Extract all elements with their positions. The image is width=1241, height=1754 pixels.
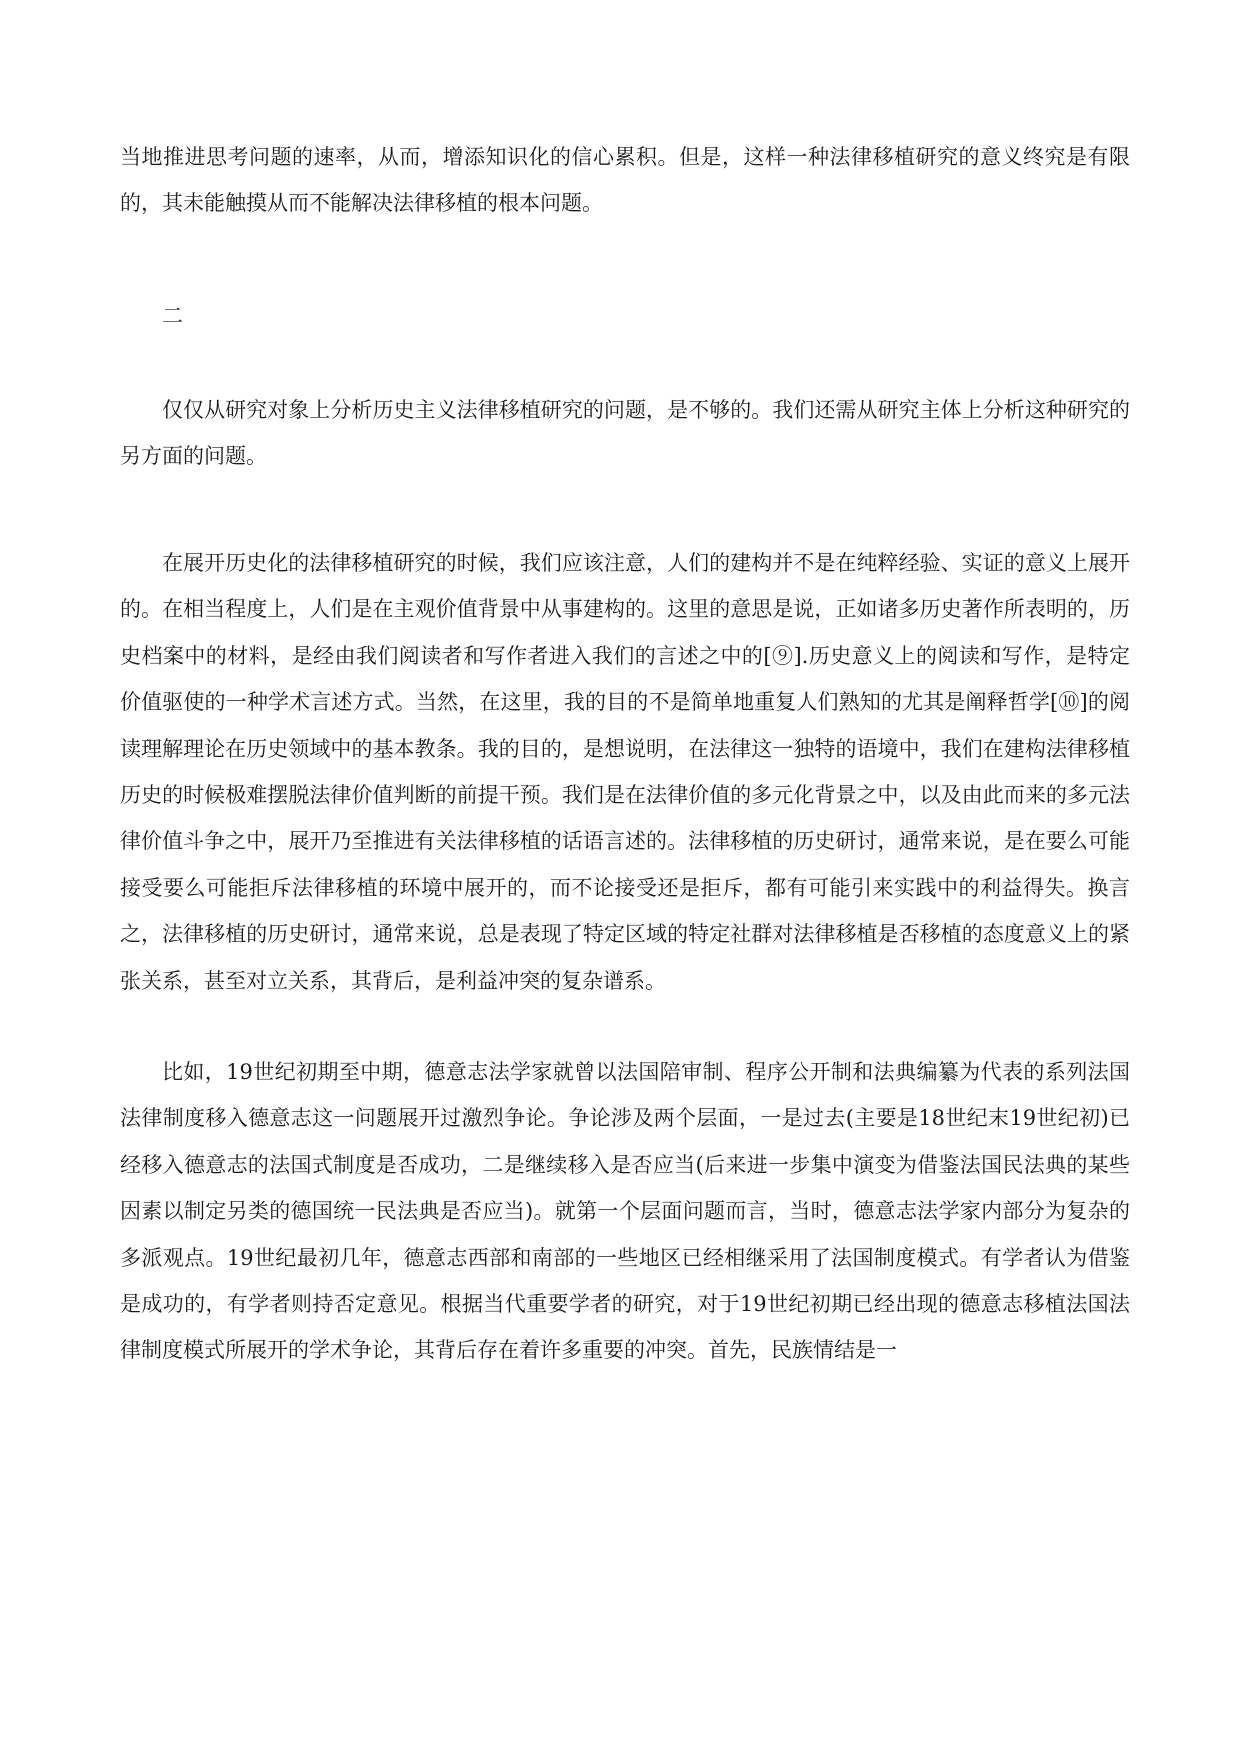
paragraph-2: [120, 540, 1130, 1004]
continuation-paragraph: [120, 134, 1130, 227]
paragraph-1: [120, 387, 1130, 480]
continuation-text: 当地推进思考问题的速率，从而，增添知识化的信心累积。但是，这样一种法律移植研究的意义终究是有限的，其未能触摸从而不能解决法律移植的根本问题。: [120, 145, 1130, 216]
paragraph-text: 比如，19世纪初期至中期，德意志法学家就曾以法国陪审制、程序公开制和法典编纂为代表的系列法国法律制度移入德意志这一问题展开过激烈争论。争论涉及两个层面，一是过去(主要是18世纪末19世纪初)已经移入德意志的法国式制度是否成功，二是继续移入是否应当(后来进一步集中演变为借鉴法国民法典的某些因素以制定另类的德国统一民法典是否应当)。就第一个层面问题而言，当时，德意志法学家内部分为复杂的多派观点。19世纪最初几年，德意志西部和南部的一些地区已经相继采用了法国制度模式。有学者认为借鉴是成功的，有学者则持否定意见。根据当代重要学者的研究，对于19世纪初期已经出现的德意志移植法国法律制度模式所展开的学术争论，其背后存在着许多重要的冲突。首先，民族情结是一: [120, 1060, 1130, 1363]
section-number-text: 二: [162, 304, 183, 328]
paragraph-text: 在展开历史化的法律移植研究的时候，我们应该注意，人们的建构并不是在纯粹经验、实证的意义上展开的。在相当程度上，人们是在主观价值背景中从事建构的。这里的意思是说，正如诸多历史著作所表明的，历史档案中的材料，是经由我们阅读者和写作者进入我们的言述之中的[⑨].历史意义上的阅读和写作，是特定价值驱使的一种学术言述方式。当然，在这里，我的目的不是简单地重复人们熟知的尤其是阐释哲学[⑩]的阅读理解理论在历史领域中的基本教条。我的目的，是想说明，在法律这一独特的语境中，我们在建构法律移植历史的时候极难摆脱法律价值判断的前提干预。我们是在法律价值的多元化背景之中，以及由此而来的多元法律价值斗争之中，展开乃至推进有关法律移植的话语言述的。法律移植的历史研讨，通常来说，是在要么可能接受要么可能拒斥法律移植的环境中展开的，而不论接受还是拒斥，都有可能引来实践中的利益得失。换言之，法律移植的历史研讨，通常来说，总是表现了特定区域的特定社群对法律移植是否移植的态度意义上的紧张关系，甚至对立关系，其背后，是利益冲突的复杂谱系。: [120, 551, 1130, 993]
paragraph-text: 仅仅从研究对象上分析历史主义法律移植研究的问题，是不够的。我们还需从研究主体上分析这种研究的另方面的问题。: [120, 398, 1130, 469]
paragraph-3: [120, 1049, 1130, 1374]
section-number: [162, 293, 183, 339]
